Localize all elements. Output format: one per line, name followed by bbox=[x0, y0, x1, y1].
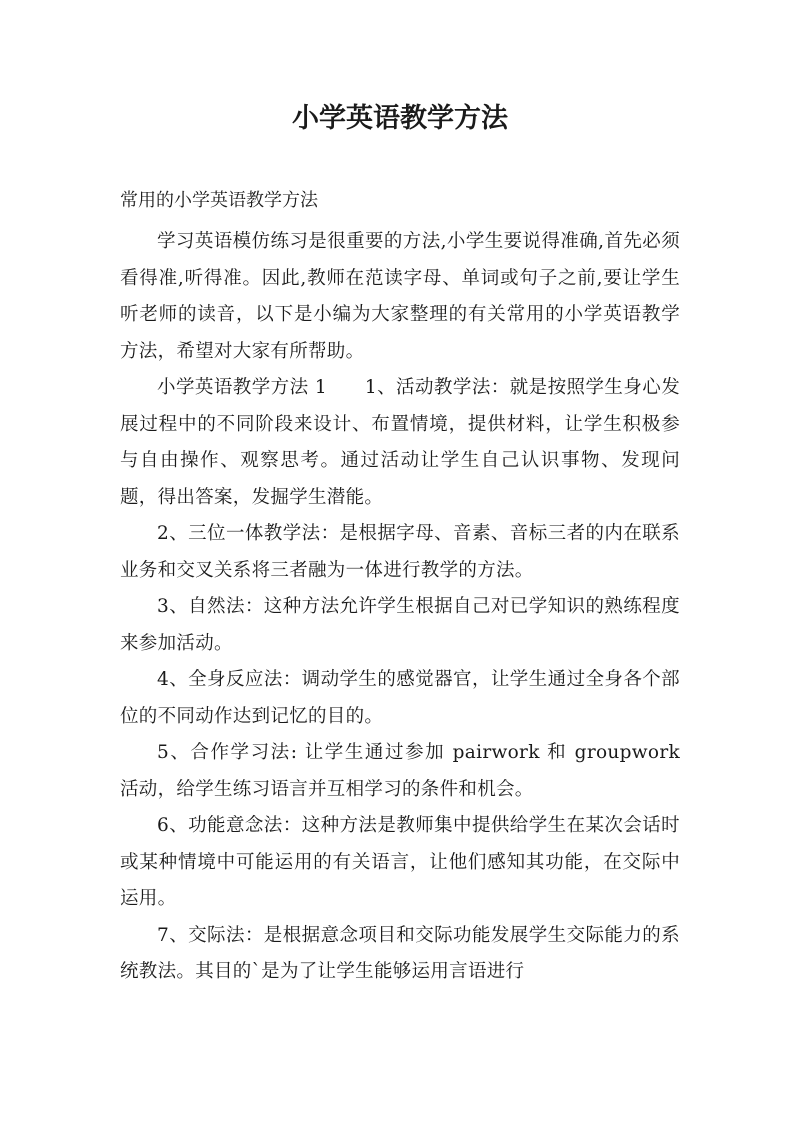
paragraph-intro: 学习英语模仿练习是很重要的方法,小学生要说得准确,首先必须看得准,听得准。因此,教师在范读字母、单词或句子之前,要让学生听老师的读音，以下是小编为大家整理的有关常用的小学英语教学方法，希望对大家有所帮助。 bbox=[120, 231, 680, 362]
paragraph-method-6: 6、功能意念法：这种方法是教师集中提供给学生在某次会话时或某种情境中可能运用的有关语言，让他们感知其功能，在交际中运用。 bbox=[120, 815, 680, 909]
paragraph-method-1: 小学英语教学方法 1 1、活动教学法：就是按照学生身心发展过程中的不同阶段来设计、布置情境，提供材料，让学生积极参与自由操作、观察思考。通过活动让学生自己认识事物、发现问题，得出答案，发掘学生潜能。 bbox=[120, 377, 680, 508]
page-title: 小学英语教学方法 bbox=[292, 103, 508, 134]
paragraph-method-5: 5、合作学习法: 让学生通过参加 pairwork 和 groupwork 活动，给学生练习语言并互相学习的条件和机会。 bbox=[120, 742, 680, 800]
paragraph-method-2: 2、三位一体教学法：是根据字母、音素、音标三者的内在联系业务和交叉关系将三者融为一体进行教学的方法。 bbox=[120, 523, 680, 581]
paragraph-method-3: 3、自然法：这种方法允许学生根据自己对已学知识的熟练程度来参加活动。 bbox=[120, 596, 680, 654]
section-subtitle: 常用的小学英语教学方法 bbox=[120, 190, 318, 211]
document-body bbox=[120, 224, 680, 991]
paragraph-method-7: 7、交际法：是根据意念项目和交际功能发展学生交际能力的系统教法。其目的`是为了让学生能够运用言语进行 bbox=[120, 924, 680, 982]
paragraph-method-4: 4、全身反应法：调动学生的感觉器官，让学生通过全身各个部位的不同动作达到记忆的目的。 bbox=[120, 669, 680, 727]
